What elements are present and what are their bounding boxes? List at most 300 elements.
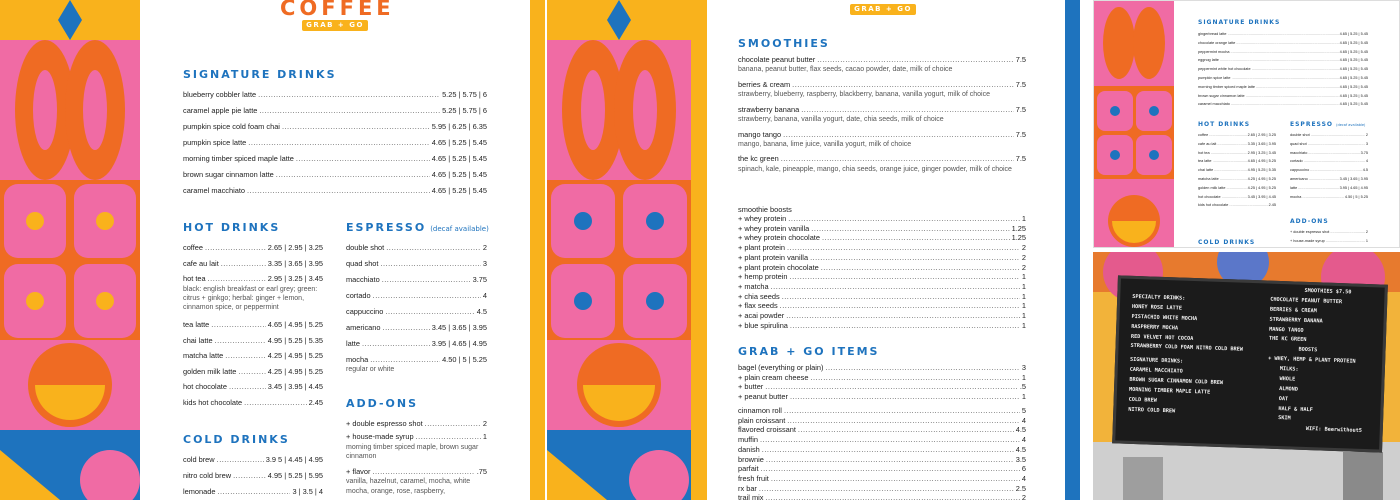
leader-dots — [425, 420, 481, 427]
right-border-strip — [530, 0, 545, 500]
menu-row — [183, 352, 323, 359]
thumb-addons-list — [1290, 231, 1368, 248]
item-name: + plant protein — [738, 243, 786, 253]
menu-row — [183, 321, 323, 328]
list-item — [346, 420, 487, 427]
menu-row — [346, 340, 487, 347]
leader-dots — [383, 324, 430, 331]
item-price: 1 — [1021, 372, 1026, 382]
list-item — [738, 393, 1026, 400]
item-price: 4.5 — [476, 307, 487, 316]
item-name: cold brew — [183, 455, 215, 464]
menu-row — [738, 106, 1026, 113]
item-name: parfait — [738, 464, 759, 474]
chalkboard — [1112, 275, 1388, 452]
yellow-divider-strip — [691, 0, 707, 500]
menu-row — [346, 433, 487, 440]
item-price: 2.95 | 3.25 | 3.45 — [1247, 150, 1276, 155]
item-price: 4.25 | 4.95 | 5.25 — [1247, 176, 1276, 181]
leader-dots — [1222, 196, 1247, 200]
item-name: + chia seeds — [738, 291, 780, 301]
decorative-pattern-left — [547, 0, 691, 500]
list-item — [738, 155, 1026, 174]
item-price: 2 — [1021, 252, 1026, 262]
item-price: 1.25 — [1011, 233, 1026, 243]
leader-dots — [787, 244, 1020, 251]
menu-row — [1198, 33, 1368, 37]
leader-dots — [258, 91, 440, 98]
item-price: 3 — [482, 259, 487, 268]
item-name: peppermint mocha — [1198, 49, 1230, 54]
board-line: HALF & HALF — [1278, 405, 1313, 413]
board-line: OAT — [1278, 395, 1289, 402]
leader-dots — [385, 308, 474, 315]
list-item — [738, 485, 1026, 492]
item-name: + acai powder — [738, 311, 785, 321]
menu-row — [1198, 143, 1276, 147]
list-item — [1290, 160, 1368, 164]
leader-dots — [1246, 95, 1339, 99]
item-price: 4.65 | 5.25 | 5.45 — [1339, 75, 1368, 80]
item-price: 3.45 | 3.95 | 4.45 — [267, 382, 323, 392]
menu-row — [346, 468, 487, 475]
item-name: cortado — [346, 291, 371, 300]
menu-row — [738, 131, 1026, 138]
item-price: 4.65 | 5.25 | 5.45 — [431, 170, 487, 179]
list-item — [183, 399, 323, 406]
thumb-heading-cold: COLD DRINKS — [1198, 239, 1256, 246]
menu-row — [1198, 68, 1368, 72]
item-price: 2 — [1365, 230, 1368, 234]
menu-row — [738, 364, 1026, 371]
board-line: MORNING TIMBER MAPLE LATTE — [1128, 386, 1211, 396]
board-line: WHOLE — [1279, 375, 1296, 383]
item-name: peppermint white hot chocolate — [1198, 67, 1251, 72]
list-item — [1290, 143, 1368, 147]
item-name: + whey protein chocolate — [738, 233, 820, 243]
item-price: 5 — [1021, 406, 1026, 415]
list-item — [738, 244, 1026, 251]
leader-dots — [762, 446, 1014, 453]
board-milks-list — [1266, 374, 1378, 427]
menu-row — [1198, 86, 1368, 90]
menu-row — [1198, 160, 1276, 164]
leader-dots — [781, 155, 1014, 162]
menu-row — [183, 155, 487, 162]
leader-dots — [1209, 134, 1246, 138]
menu-row — [1290, 169, 1368, 173]
item-price: 4.5 — [1362, 168, 1368, 173]
item-name: caramel macchiato — [1198, 102, 1230, 107]
list-item — [1290, 178, 1368, 182]
item-name: pumpkin spice latte — [183, 138, 247, 147]
item-price: 2 — [482, 419, 487, 428]
menu-row — [1290, 152, 1368, 156]
leader-dots — [761, 465, 1020, 472]
leader-dots — [784, 407, 1020, 414]
list-item — [738, 131, 1026, 150]
board-smoothies — [1266, 286, 1381, 438]
leader-dots — [801, 106, 1014, 113]
section-heading-signature: SIGNATURE DRINKS — [183, 68, 337, 81]
leader-dots — [1236, 42, 1338, 46]
leader-dots — [282, 123, 430, 130]
board-line: BROWN SUGAR CINNAMON COLD BREW — [1129, 376, 1224, 387]
list-item — [1198, 95, 1368, 99]
menu-row — [183, 123, 487, 130]
list-item — [738, 417, 1026, 424]
menu-row — [738, 234, 1026, 241]
menu-row — [346, 324, 487, 331]
list-item — [738, 215, 1026, 222]
item-description: mango, banana, lime juice, vanilla yogurt, milk of choice — [738, 140, 912, 148]
menu-row — [346, 244, 487, 251]
list-item — [183, 260, 323, 267]
leader-dots — [1226, 187, 1246, 191]
menu-row — [1290, 196, 1368, 200]
list-item — [183, 456, 323, 463]
board-line: SKIM — [1278, 415, 1291, 422]
leader-dots — [1217, 143, 1246, 147]
leader-dots — [1302, 196, 1344, 200]
brand-tagline: GRAB + GO — [302, 20, 368, 31]
leader-dots — [810, 374, 1019, 381]
leader-dots — [382, 276, 471, 283]
item-name: + flavor — [346, 466, 371, 476]
leader-dots — [1298, 187, 1338, 191]
leader-dots — [1304, 160, 1365, 164]
list-item — [183, 275, 323, 313]
list-item — [738, 312, 1026, 319]
list-item — [183, 352, 323, 359]
item-name: plain croissant — [738, 415, 786, 425]
item-name: coffee — [1198, 133, 1209, 137]
item-name: kids hot chocolate — [183, 398, 243, 408]
item-price: 1 — [1021, 281, 1026, 291]
item-price: 2 — [1021, 262, 1026, 272]
menu-row — [183, 260, 323, 267]
board-smoothies-title-text: SMOOTHIES — [1304, 287, 1333, 295]
chalkboard-photo — [1093, 252, 1400, 500]
list-item — [738, 302, 1026, 309]
leader-dots — [821, 264, 1020, 271]
leader-dots — [380, 260, 480, 267]
menu-row — [183, 91, 487, 98]
menu-page-smoothies — [545, 0, 1080, 500]
item-name: golden milk latte — [1198, 185, 1226, 190]
list-item — [1198, 77, 1368, 81]
section-heading-cold: COLD DRINKS — [183, 433, 290, 446]
item-name: + whey protein vanilla — [738, 223, 810, 233]
leader-dots — [386, 244, 481, 251]
menu-row — [1198, 95, 1368, 99]
item-name: latte — [1290, 185, 1298, 190]
item-price: 4.5 — [1015, 425, 1026, 435]
item-name: bagel (everything or plain) — [738, 363, 824, 372]
list-item — [738, 374, 1026, 381]
menu-row — [738, 273, 1026, 280]
menu-row — [346, 356, 487, 363]
leader-dots — [215, 337, 266, 344]
item-name: hot tea — [1198, 150, 1210, 155]
menu-row — [1198, 152, 1276, 156]
menu-row — [738, 225, 1026, 232]
item-price: 7.5 — [1015, 129, 1026, 139]
item-price: 4.65 | 5.25 | 5.45 — [1339, 102, 1368, 107]
menu-row — [1290, 240, 1368, 244]
item-price: 5.25 | 5.75 | 6 — [442, 106, 487, 115]
leader-dots — [229, 383, 266, 390]
grabgo-list — [738, 407, 1026, 500]
leader-dots — [238, 368, 265, 375]
item-name: + double espresso shot — [346, 419, 423, 428]
item-price: 3.45 | 3.65 | 3.95 — [1339, 176, 1368, 181]
menu-row — [346, 308, 487, 315]
list-item — [346, 468, 487, 496]
item-price: 1 — [1021, 214, 1026, 223]
menu-row — [738, 264, 1026, 271]
menu-row — [346, 276, 487, 283]
boosts-label: smoothie boosts — [738, 205, 792, 214]
leader-dots — [790, 393, 1020, 400]
list-item — [738, 106, 1026, 125]
item-name: morning timber spiced maple latte — [1198, 84, 1255, 89]
leader-dots — [208, 275, 266, 282]
item-price: 4.65 | 4.95 | 5.25 — [1247, 159, 1276, 164]
item-description: vanilla, hazelnut, caramel, mocha, white mocha, orange, rose, raspberry, — [346, 478, 471, 495]
menu-row — [738, 302, 1026, 309]
list-item — [183, 171, 487, 178]
menu-row — [738, 417, 1026, 424]
item-name: lemonade — [183, 487, 216, 496]
thumb-espresso-list — [1290, 134, 1368, 204]
cold-drinks-list — [183, 456, 323, 500]
item-price: 2 — [1021, 493, 1026, 500]
board-smoothies-price: $7.50 — [1335, 288, 1352, 296]
leader-dots — [211, 321, 265, 328]
menu-row — [738, 312, 1026, 319]
item-price: 1 — [1021, 320, 1026, 330]
list-item — [1198, 86, 1368, 90]
leader-dots — [373, 292, 481, 299]
board-wifi: WIFI: Beerwithout5 — [1305, 426, 1363, 435]
list-item — [183, 321, 323, 328]
leader-dots — [1220, 59, 1339, 63]
item-name: americano — [346, 323, 381, 332]
list-item — [738, 264, 1026, 271]
menu-row — [738, 475, 1026, 482]
board-specialty-title: SPECIALTY DRINKS: — [1132, 293, 1186, 302]
item-name: hot chocolate — [1198, 194, 1221, 199]
menu-row — [1198, 169, 1276, 173]
item-price: 4.65 | 5.25 | 5.45 — [1339, 32, 1368, 36]
item-name: eggnog latte — [1198, 58, 1219, 63]
list-item — [346, 308, 487, 315]
menu-row — [183, 275, 323, 282]
list-item — [1198, 51, 1368, 55]
menu-row — [738, 56, 1026, 63]
item-price: .75 — [476, 466, 487, 476]
list-item — [738, 456, 1026, 463]
item-price: 2 — [1021, 243, 1026, 253]
item-name: hot tea — [183, 274, 206, 284]
item-description: banana, peanut butter, flax seeds, cacao powder, date, milk of choice — [738, 66, 953, 74]
list-item — [183, 107, 487, 114]
leader-dots — [1310, 169, 1362, 173]
item-name: chai latte — [1198, 168, 1214, 173]
item-name: + butter — [738, 382, 764, 392]
list-item — [183, 139, 487, 146]
list-item — [1198, 187, 1276, 191]
menu-row — [1290, 134, 1368, 138]
board-line: BERRIES & CREAM — [1269, 306, 1317, 315]
list-item — [346, 356, 487, 375]
item-price: 5.95 | 6.25 | 6.35 — [431, 122, 487, 131]
list-item — [1198, 33, 1368, 37]
item-description: regular or white — [346, 366, 395, 374]
menu-row — [738, 436, 1026, 443]
menu-row — [183, 171, 487, 178]
menu-row — [1290, 178, 1368, 182]
menu-row — [738, 244, 1026, 251]
menu-row — [183, 244, 323, 251]
item-price: 3.95 | 4.65 | 4.95 — [431, 339, 487, 348]
list-item — [183, 155, 487, 162]
menu-row — [183, 472, 323, 479]
item-price: 1 — [1021, 301, 1026, 311]
item-price: 1 — [482, 432, 487, 442]
item-name: chocolate peanut butter — [738, 55, 816, 64]
item-name: cinnamon roll — [738, 406, 782, 415]
item-price: 4.25 | 4.95 | 5.25 — [267, 351, 323, 361]
leader-dots — [811, 225, 1009, 232]
item-price: 4.65 | 5.25 | 5.45 — [431, 186, 487, 195]
list-item — [1290, 231, 1368, 235]
thumb-signature-list — [1198, 33, 1368, 112]
list-item — [738, 273, 1026, 280]
menu-row — [738, 254, 1026, 261]
list-item — [1290, 134, 1368, 138]
item-price: 4.65 | 5.25 | 5.45 — [1339, 84, 1368, 89]
item-name: caramel macchiato — [183, 186, 246, 195]
decorative-pattern-thumb — [1094, 1, 1174, 248]
item-price: 4.65 | 5.25 | 5.45 — [1339, 58, 1368, 63]
item-name: + house-made syrup — [1290, 238, 1325, 243]
list-item — [346, 433, 487, 461]
list-item — [738, 436, 1026, 443]
section-heading-hot: HOT DRINKS — [183, 221, 281, 234]
leader-dots — [1213, 160, 1247, 164]
list-item — [738, 81, 1026, 100]
leader-dots — [765, 383, 1018, 390]
board-line: CHOCOLATE PEANUT BUTTER — [1270, 296, 1343, 306]
leader-dots — [822, 234, 1010, 241]
item-name: brown sugar cinnamon latte — [1198, 93, 1245, 98]
leader-dots — [771, 283, 1020, 290]
list-item — [1198, 169, 1276, 173]
item-name: + peanut butter — [738, 392, 788, 402]
list-item — [346, 260, 487, 267]
board-signature-list — [1128, 366, 1250, 420]
item-name: chai latte — [183, 335, 213, 345]
list-item — [183, 368, 323, 375]
board-milks-title: MILKS: — [1279, 366, 1299, 373]
item-name: macchiato — [1290, 150, 1308, 155]
decaf-note: (decaf available) — [430, 225, 489, 233]
item-price: 1.25 — [1011, 223, 1026, 233]
list-item — [1198, 134, 1276, 138]
item-name: + flax seeds — [738, 301, 778, 311]
item-price: 1 — [1021, 272, 1026, 282]
item-name: blueberry cobbler latte — [183, 90, 257, 99]
item-name: brownie — [738, 454, 764, 464]
thumb-espresso-text: ESPRESSO — [1290, 121, 1334, 128]
menu-row — [1198, 204, 1276, 208]
item-price: 4.65 | 5.25 | 5.45 — [431, 138, 487, 147]
leader-dots — [217, 456, 264, 463]
menu-row — [738, 456, 1026, 463]
smoothies-list — [738, 56, 1026, 180]
item-price: 4.50 | 5 | 5.25 — [442, 355, 487, 364]
item-price: 3.95 | 4.65 | 4.95 — [1339, 185, 1368, 190]
leader-dots — [817, 56, 1013, 63]
menu-row — [1290, 187, 1368, 191]
item-name: the kc green — [738, 154, 779, 164]
menu-row — [183, 368, 323, 375]
list-item — [1198, 42, 1368, 46]
list-item — [738, 322, 1026, 329]
item-price: 6 — [1021, 464, 1026, 474]
item-price: 2.65 | 2.95 | 3.25 — [1247, 133, 1276, 137]
item-price: 3.75 — [1360, 150, 1368, 155]
menu-row — [738, 283, 1026, 290]
list-item — [738, 283, 1026, 290]
list-item — [183, 244, 323, 251]
leader-dots — [1231, 103, 1339, 107]
item-price: 4.65 | 5.25 | 5.45 — [1339, 49, 1368, 54]
item-price: 4 — [1365, 159, 1368, 164]
item-name: matcha latte — [1198, 176, 1219, 181]
section-heading-grabgo: GRAB + GO ITEMS — [738, 345, 880, 358]
item-name: cortado — [1290, 159, 1303, 164]
board-signature-title: SIGNATURE DRINKS: — [1129, 357, 1184, 365]
board-line: STRAWBERRY BANANA — [1269, 316, 1323, 325]
list-item — [738, 234, 1026, 241]
leader-dots — [205, 244, 266, 251]
menu-row — [738, 446, 1026, 453]
item-price: 3.9 5 | 4.45 | 4.95 — [265, 455, 323, 464]
leader-dots — [759, 485, 1014, 492]
leader-dots — [221, 260, 266, 267]
list-item — [738, 494, 1026, 500]
menu-row — [1198, 187, 1276, 191]
item-name: nitro cold brew — [183, 471, 232, 480]
item-price: 3 — [1021, 363, 1026, 372]
decorative-pattern-left — [0, 0, 140, 500]
board-line: NITRO COLD BREW — [1128, 406, 1176, 415]
leader-dots — [1252, 68, 1339, 72]
item-price: 4.65 | 4.95 | 5.25 — [267, 320, 323, 330]
list-item — [738, 293, 1026, 300]
leader-dots — [244, 399, 306, 406]
menu-row — [346, 420, 487, 427]
list-item — [1198, 196, 1276, 200]
item-name: golden milk latte — [183, 366, 237, 376]
item-name: double shot — [1290, 133, 1310, 137]
item-name: cafe au lait — [183, 258, 219, 268]
leader-dots — [788, 215, 1020, 222]
item-name: tea latte — [1198, 159, 1212, 164]
